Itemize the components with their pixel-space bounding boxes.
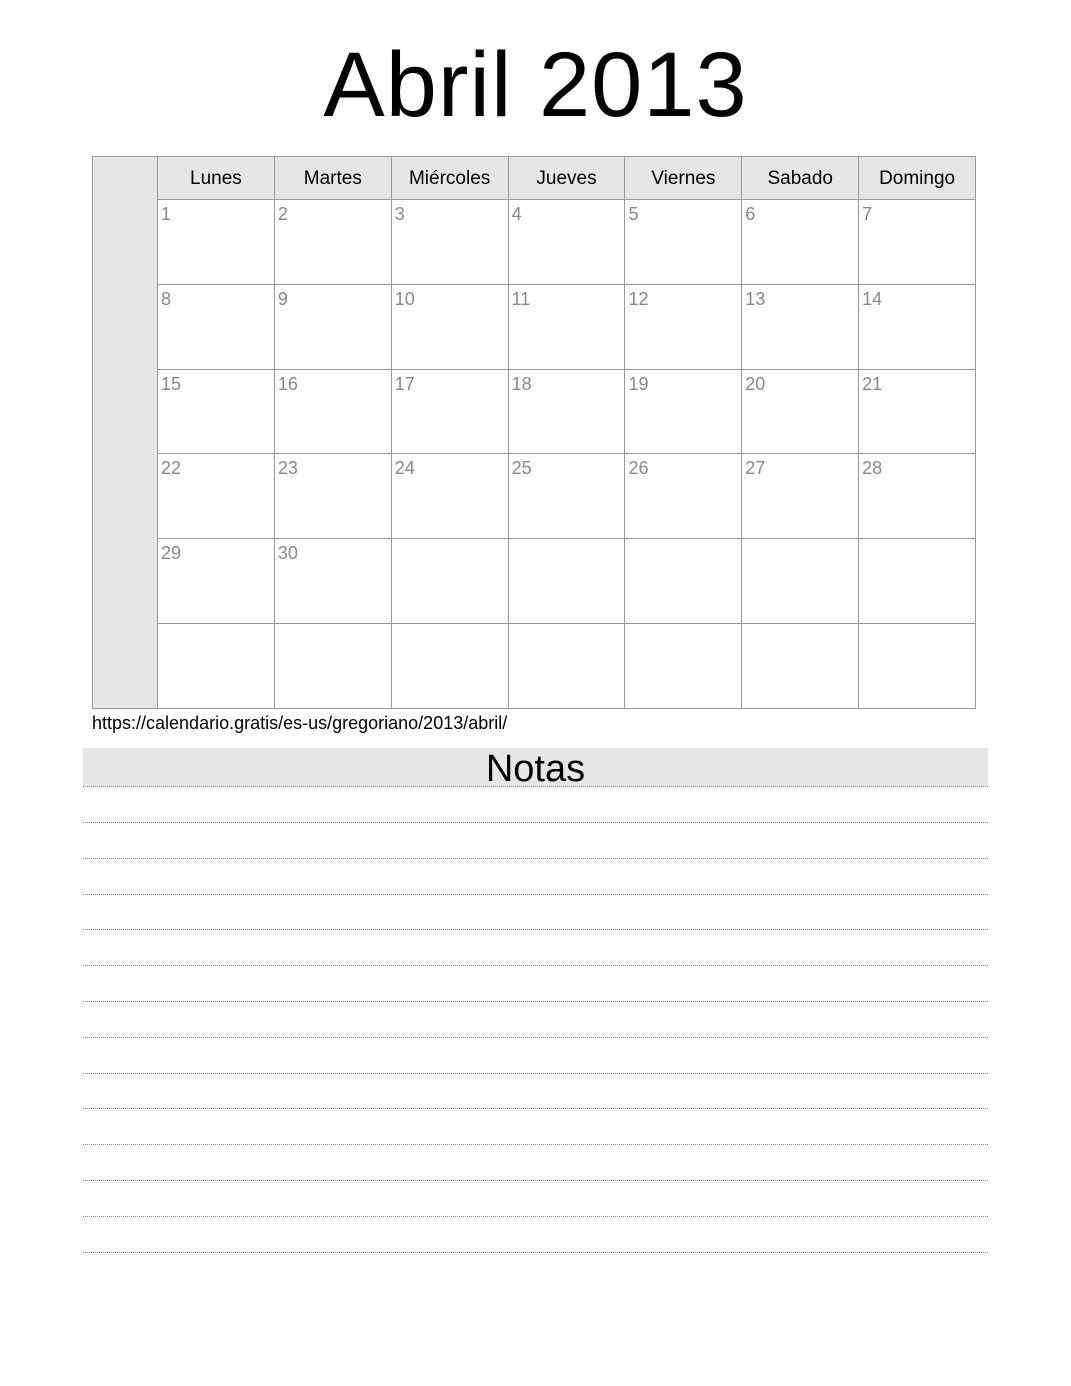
weekday-martes: Martes xyxy=(275,157,392,199)
day-number: 14 xyxy=(862,288,883,309)
day-number: 19 xyxy=(628,373,649,394)
weekday-miercoles: Miércoles xyxy=(392,157,509,199)
day-number: 2 xyxy=(277,204,288,224)
weekday-sabado: Sabado xyxy=(742,157,859,199)
day-number: 22 xyxy=(161,458,182,479)
note-line[interactable] xyxy=(83,929,988,965)
weekday-viernes: Viernes xyxy=(625,157,742,199)
day-number: 10 xyxy=(394,288,415,309)
day-cell[interactable] xyxy=(509,370,626,454)
day-number: 9 xyxy=(277,288,288,309)
note-line[interactable] xyxy=(83,858,988,894)
week-number-column xyxy=(93,157,158,708)
day-cell[interactable] xyxy=(509,539,626,623)
note-line[interactable] xyxy=(83,1252,988,1288)
day-number: 6 xyxy=(745,204,756,224)
day-number: 20 xyxy=(745,373,766,394)
day-cell[interactable] xyxy=(392,285,509,369)
note-line[interactable] xyxy=(83,1144,988,1180)
day-number: 7 xyxy=(862,204,873,224)
day-cell[interactable] xyxy=(275,285,392,369)
day-cell[interactable] xyxy=(275,454,392,538)
day-cell[interactable] xyxy=(742,285,859,369)
day-cell[interactable] xyxy=(742,539,859,623)
note-line[interactable] xyxy=(83,1180,988,1216)
day-cell[interactable] xyxy=(625,539,742,623)
day-number: 30 xyxy=(277,543,298,564)
day-cell[interactable] xyxy=(742,454,859,538)
day-cell[interactable] xyxy=(509,624,626,708)
day-cell[interactable] xyxy=(859,624,975,708)
day-cell[interactable] xyxy=(392,370,509,454)
day-cell[interactable] xyxy=(509,285,626,369)
day-cell[interactable] xyxy=(625,200,742,284)
note-line[interactable] xyxy=(83,894,988,930)
day-cell[interactable] xyxy=(392,539,509,623)
week-row xyxy=(158,454,975,539)
note-line[interactable] xyxy=(83,1073,988,1109)
notes-title: Notas xyxy=(83,748,988,787)
note-line[interactable] xyxy=(83,1037,988,1073)
day-cell[interactable] xyxy=(158,200,275,284)
week-row xyxy=(158,539,975,624)
day-cell[interactable] xyxy=(158,285,275,369)
weekday-header-row xyxy=(158,157,975,200)
day-number: 25 xyxy=(511,458,532,479)
day-number: 24 xyxy=(394,458,415,479)
day-number: 5 xyxy=(628,204,639,224)
day-cell[interactable] xyxy=(859,454,975,538)
day-number: 26 xyxy=(628,458,649,479)
day-number: 27 xyxy=(745,458,766,479)
day-number: 4 xyxy=(511,204,522,224)
day-number: 17 xyxy=(394,373,415,394)
calendar-weeks xyxy=(158,200,975,708)
day-number: 3 xyxy=(394,204,405,224)
day-number: 29 xyxy=(161,543,182,564)
day-cell[interactable] xyxy=(392,200,509,284)
day-cell[interactable] xyxy=(275,624,392,708)
note-line[interactable] xyxy=(83,1108,988,1144)
week-row xyxy=(158,285,975,370)
day-number: 15 xyxy=(161,373,182,394)
notes-lines xyxy=(83,822,988,1287)
day-cell[interactable] xyxy=(742,370,859,454)
day-number: 11 xyxy=(511,288,531,309)
week-row xyxy=(158,624,975,708)
day-number: 21 xyxy=(862,373,883,394)
day-cell[interactable] xyxy=(625,624,742,708)
day-cell[interactable] xyxy=(392,454,509,538)
day-cell[interactable] xyxy=(859,539,975,623)
day-cell[interactable] xyxy=(158,624,275,708)
day-cell[interactable] xyxy=(625,454,742,538)
day-cell[interactable] xyxy=(742,624,859,708)
day-cell[interactable] xyxy=(392,624,509,708)
note-line[interactable] xyxy=(83,822,988,858)
day-cell[interactable] xyxy=(859,370,975,454)
day-number: 18 xyxy=(511,373,532,394)
page-title: Abril 2013 xyxy=(323,34,748,136)
day-number: 12 xyxy=(628,288,649,309)
day-number: 8 xyxy=(161,288,172,309)
day-cell[interactable] xyxy=(859,285,975,369)
day-number: 28 xyxy=(862,458,883,479)
day-cell[interactable] xyxy=(275,370,392,454)
weekday-jueves: Jueves xyxy=(509,157,626,199)
calendar-grid xyxy=(158,157,975,708)
day-cell[interactable] xyxy=(158,454,275,538)
day-cell[interactable] xyxy=(158,539,275,623)
day-cell[interactable] xyxy=(509,200,626,284)
day-cell[interactable] xyxy=(742,200,859,284)
week-row xyxy=(158,370,975,455)
weekday-domingo: Domingo xyxy=(879,168,956,189)
day-number: 16 xyxy=(277,373,298,394)
day-cell[interactable] xyxy=(509,454,626,538)
day-cell[interactable] xyxy=(158,370,275,454)
weekday-lunes: Lunes xyxy=(158,157,275,199)
day-cell[interactable] xyxy=(859,200,975,284)
source-url[interactable]: https://calendario.gratis/es-us/gregoriano/2013/abril/ xyxy=(92,713,508,733)
calendar-table xyxy=(92,156,976,709)
day-cell[interactable] xyxy=(625,370,742,454)
day-number: 23 xyxy=(277,458,298,479)
day-number: 13 xyxy=(745,288,766,309)
day-cell[interactable] xyxy=(625,285,742,369)
week-row xyxy=(158,200,975,285)
note-line[interactable] xyxy=(83,965,988,1001)
note-line[interactable] xyxy=(83,1216,988,1252)
day-cell[interactable] xyxy=(275,539,392,623)
note-line[interactable] xyxy=(83,1001,988,1037)
day-number: 1 xyxy=(161,204,172,224)
day-cell[interactable] xyxy=(275,200,392,284)
